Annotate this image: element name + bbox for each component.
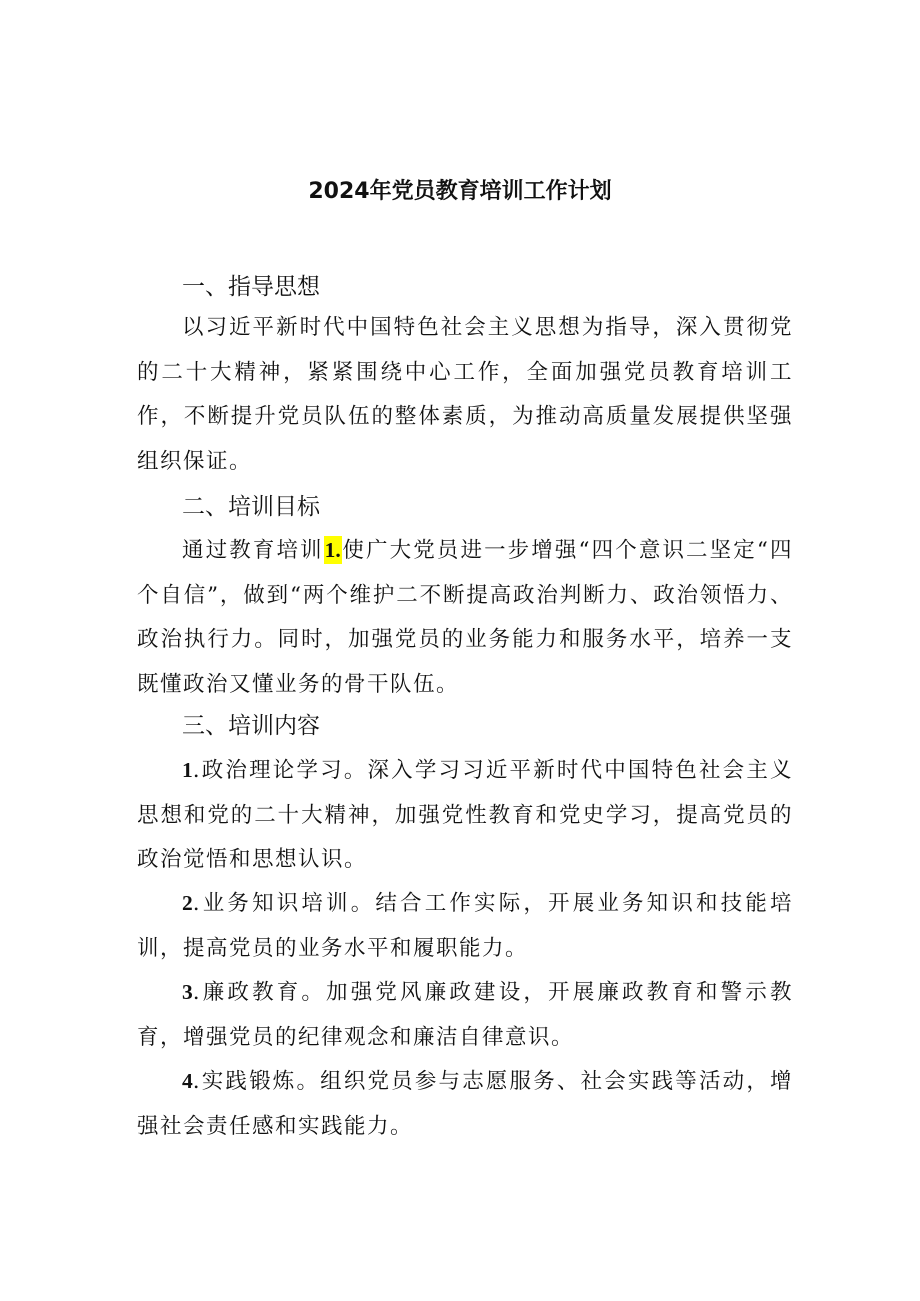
training-goals-prefix: 通过教育培训: [182, 538, 324, 563]
section-heading-guiding-ideology: 一、指导思想: [182, 274, 320, 300]
section-heading-training-goals-text: 二、培训目标: [182, 494, 320, 520]
content-item-text: .政治理论学习。深入学习习近平新时代中国特色社会主义思想和党的二十大精神，加强党性教育和党史学习，提高党员的政治觉悟和思想认识。: [137, 758, 793, 872]
highlighted-marker: 1.: [324, 538, 341, 562]
content-item-text: .实践锻炼。组织党员参与志愿服务、社会实践等活动，增强社会责任感和实践能力。: [137, 1069, 793, 1139]
content-item-number: 2: [182, 891, 193, 915]
section-heading-training-content: 三、培训内容: [182, 713, 320, 739]
section-body-guiding-ideology: 以习近平新时代中国特色社会主义思想为指导，深入贯彻党的二十大精神，紧紧围绕中心工作，全面加强党员教育培训工作，不断提升党员队伍的整体素质，为推动高质量发展提供坚强组织保证。: [137, 315, 793, 474]
content-item-2: [137, 881, 793, 971]
section-body-training-goals: [137, 528, 793, 707]
content-item-number: 1: [182, 758, 193, 782]
document-title: 2024年党员教育培训工作计划: [308, 179, 612, 204]
content-item-number: 4: [182, 1069, 193, 1093]
section-heading-training-goals: [182, 491, 320, 523]
training-goals-rest: 使广大党员进一步增强“四个意识二坚定“四个自信”，做到“两个维护二不断提高政治判断力、政治领悟力、政治执行力。同时，加强党员的业务能力和服务水平，培养一支既懂政治又懂业务的骨干队伍。: [137, 538, 793, 697]
content-item-number: 3: [182, 980, 193, 1004]
content-item-1: [137, 748, 793, 883]
content-item-text: .廉政教育。加强党风廉政建设，开展廉政教育和警示教育，增强党员的纪律观念和廉洁自律意识。: [137, 980, 793, 1050]
content-item-4: [137, 1059, 793, 1149]
content-item-3: [137, 970, 793, 1060]
content-item-text: .业务知识培训。结合工作实际，开展业务知识和技能培训，提高党员的业务水平和履职能力。: [137, 891, 793, 961]
